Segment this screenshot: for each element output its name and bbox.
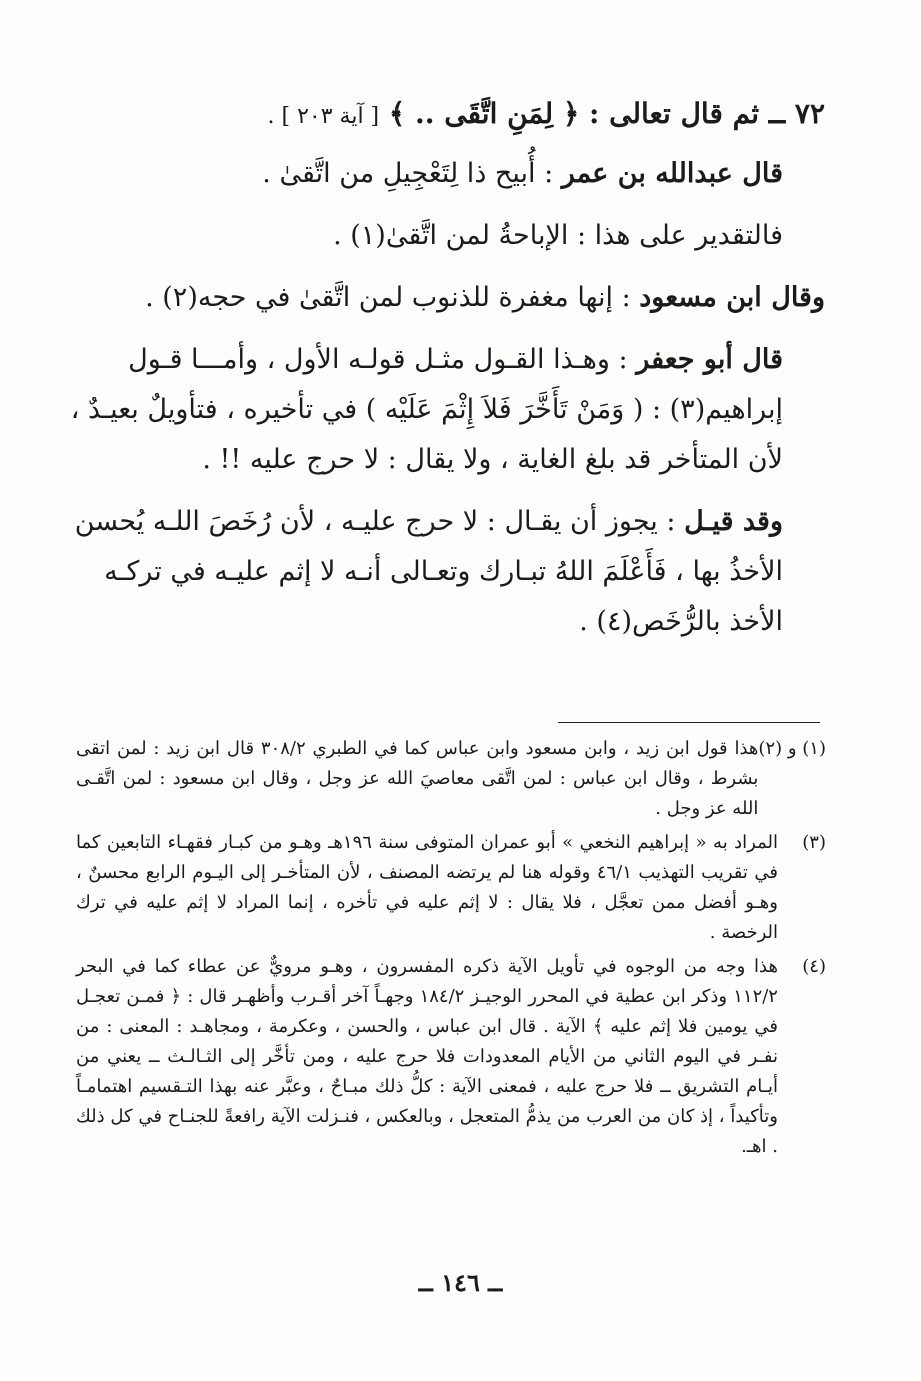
paragraph-text: : وهـذا القـول مثـل قولـه الأول ، وأمـــا قـول إبراهيم(٣) : ( وَمَنْ تَأَخَّرَ فَلاَ إِثْمَ عَلَيْه ) في تأخيره ، فتأويلٌ بعيـدٌ ، لأن المتأخر قد بلغ الغاية ، ولا يقال : لا حرج عليه !! .: [70, 344, 783, 475]
paragraph: [70, 335, 825, 485]
speaker-name: وقال ابن مسعود: [639, 282, 825, 313]
speaker-name: وقد قيـل: [684, 506, 783, 537]
footnote-number: (٣): [802, 832, 826, 853]
paragraph-text: : أُبيح ذا لِتَعْجِيلِ من اتَّقىٰ .: [262, 158, 562, 189]
page-number: ــ ١٤٦ ــ: [418, 1268, 503, 1297]
footnote-text: هذا وجه من الوجوه في تأويل الآية ذكره المفسرون ، وهـو مرويٌّ عن عطاء كما في البحر ١١٢/٢ وذكر ابن عطية في المحرر الوجيـز ١٨٤/٢ وجهـاً آخر أقـرب وأظهـر قال : ﴿ فمـن تعجـل في يومين فلا إثم عليه ﴾ الآية . قال ابن عباس ، والحسن ، وعكرمة ، ومجاهـد : المعنى : من نفـر في اليوم الثاني من الأيام المعدودات فلا حرج عليه ، ومن تأخَّر إلى الثـالـث ــ يعني من أيـام التشريق ــ فلا حرج عليه ، فمعنى الآية : كلُّ ذلك مبـاحٌ ، وعبَّر عنه بهذا التـقسيم اهتمامـاً وتأكيداً ، إذ كان من العرب من يذمُّ المتعجل ، وبالعكس ، فنـزلت الآية رافعةً للجنـاح في كل ذلك . اهـ.: [76, 956, 778, 1157]
paragraph: [70, 149, 825, 199]
footnote-number: (١) و (٢): [758, 738, 826, 759]
verse-reference: [ آية ٢٠٣ ] .: [267, 104, 380, 129]
footnotes: [76, 734, 826, 1166]
footnote: [76, 734, 826, 824]
section-heading: [70, 92, 825, 139]
paragraph-text: : إنها مغفرة للذنوب لمن اتَّقىٰ في حجه(٢) .: [145, 282, 640, 313]
speaker-name: قال أبو جعفر: [636, 344, 783, 375]
speaker-name: قال عبدالله بن عمر: [561, 158, 783, 189]
paragraph-text: : يجوز أن يقـال : لا حرج عليـه ، لأن رُخَصَ اللـه يُحسن الأخذُ بها ، فَأَعْلَمَ اللهُ تبـارك وتعـالى أنـه لا إثم عليـه في تركـه الأخذ بالرُّخَص(٤) .: [74, 506, 783, 637]
paragraph-text: فالتقدير على هذا : الإباحةُ لمن اتَّقىٰ(١) .: [333, 220, 783, 251]
main-text: [70, 92, 825, 659]
footnote: [76, 952, 826, 1162]
footnote-number: (٤): [802, 956, 826, 977]
paragraph: [70, 211, 825, 261]
footnote-separator: [558, 722, 820, 723]
paragraph: [70, 497, 825, 647]
footnote-text: المراد به « إبراهيم النخعي » أبو عمران المتوفى سنة ١٩٦هـ وهـو من كبـار فقهـاء التابعين كما في تقريب التهذيب ٤٦/١ وقوله هنا لم يرتضه المصنف ، لأن المتأخـر إلى اليـوم الرابع محسنٌ ، وهـو أفضل ممن تعجَّل ، فلا يقال : لا إثم عليه في تأخره ، إنما المراد لا إثم عليه في ترك الرخصة .: [76, 832, 778, 943]
paragraph: [70, 273, 825, 323]
heading-text: ٧٢ ــ ثم قال تعالى : ﴿ لِمَنِ اتَّقَى .. ﴾: [388, 97, 825, 130]
footnote: [76, 828, 826, 948]
footnote-text: هذا قول ابن زيد ، وابن مسعود وابن عباس كما في الطبري ٣٠٨/٢ قال ابن زيد : لمن اتقى بشرط ، وقال ابن عباس : لمن اتَّقى معاصيَ الله عز وجل ، وقال ابن مسعود : لمن اتَّقـى الله عز وجل .: [76, 738, 759, 819]
